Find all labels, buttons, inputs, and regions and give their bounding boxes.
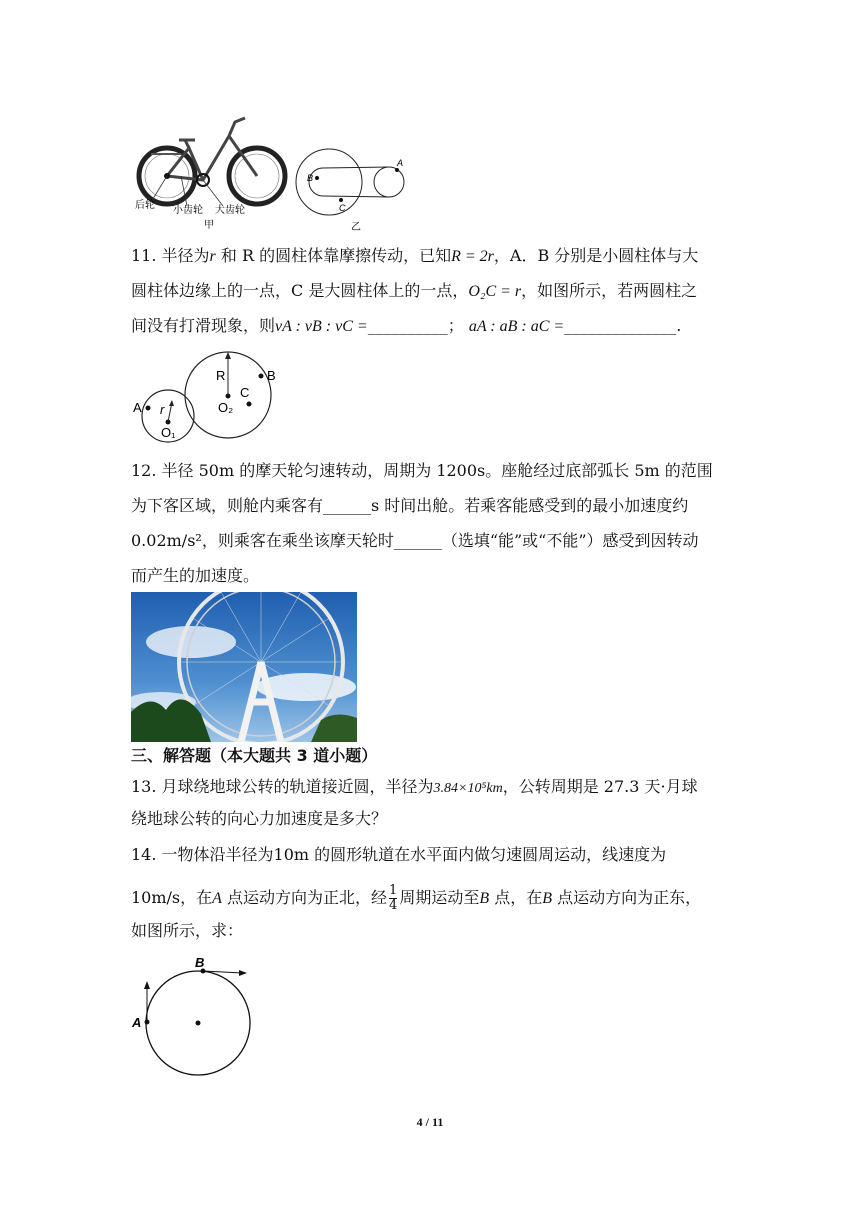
big-gear-label: 大齿轮 [215, 205, 245, 216]
label-C: C [240, 385, 250, 400]
answer-blank-2[interactable]: ______________ [564, 316, 677, 335]
section-3-heading: 三、解答题（本大题共 3 道小题） [131, 746, 378, 765]
fraction-quarter: $\frac{1}{4}$ [389, 883, 398, 913]
q12-line-2: 为下客区域，则舱内乘客有______s 时间出舱。若乘客能感受到的最小加速度约 [131, 496, 689, 515]
small-gear-label: 小齿轮 [173, 205, 203, 216]
point-B-label: B [195, 955, 205, 970]
point-a-label: A [397, 158, 404, 168]
page-number: 4 / 11 [416, 1115, 444, 1129]
label-B: B [267, 368, 276, 383]
label-r: r [160, 402, 165, 417]
q12-line-1: 12. 半径 50m 的摩天轮匀速转动，周期为 1200s。座舱经过底部弧长 5m 的范围 [131, 461, 713, 480]
label-O2: O₂ [218, 400, 234, 415]
q14-line-1: 14. 一物体沿半径为10m 的圆形轨道在水平面内做匀速圆周运动，线速度为 [131, 845, 667, 864]
answer-blank-1[interactable]: __________ [367, 316, 448, 335]
label-O1: O₁ [161, 425, 176, 440]
point-b-label: B [307, 173, 314, 183]
bicycle-figure [131, 110, 291, 232]
ferris-wheel-photo [131, 592, 357, 742]
label-A: A [133, 400, 142, 415]
circular-track-figure [131, 955, 256, 1085]
q12-line-3: 0.02m/s²，则乘客在乘坐该摩天轮时______（选填“能”或“不能”）感受到因转动 [131, 531, 699, 550]
q14-line-2: 10m/s，在A 点运动方向为正北，经 $\frac{1}{4}$ 周期运动至B 点，在B 点运动方向为正东， [131, 883, 702, 913]
q11-line-2: 圆柱体边缘上的一点，C 是大圆柱体上的一点，O₂C = r，如图所示，若两圆柱之 [131, 281, 698, 300]
pulley-figure [293, 148, 413, 232]
q14-line-3: 如图所示，求： [131, 921, 244, 940]
point-A-label: A [132, 1015, 142, 1030]
q13-line-1: 13. 月球绕地球公转的轨道接近圆，半径为3.84×10⁵km，公转周期是 27.3 天·月球 [131, 777, 698, 796]
q13-line-2: 绕地球公转的向心力加速度是多大？ [131, 809, 388, 828]
figure-jia-label: 甲 [204, 220, 214, 231]
figure-yi-label: 乙 [351, 222, 361, 232]
point-c-label: C [339, 203, 346, 213]
q11-line-1: 11. 半径为r 和 R 的圆柱体靠摩擦传动，已知R = 2r，A．B 分别是小圆柱体与大 [131, 246, 699, 265]
label-R: R [216, 368, 226, 383]
cylinders-figure [131, 350, 276, 445]
rear-wheel-label: 后轮 [135, 200, 155, 211]
q12-line-4: 而产生的加速度。 [131, 566, 260, 585]
q11-line-3: 间没有打滑现象，则vA : vB : vC =__________； aA : aB : aC =______________. [131, 316, 682, 335]
